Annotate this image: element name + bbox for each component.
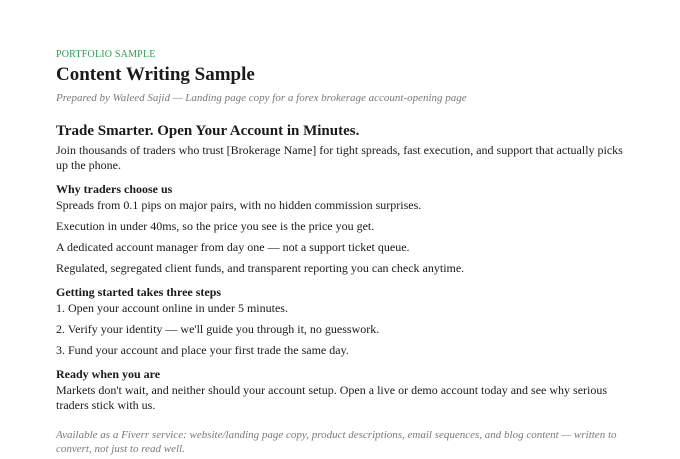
ready-text: Markets don't wait, and neither should your account setup. Open a live or demo account today and see why serious traders stick with us. xyxy=(56,383,608,412)
why-item-regulation: Regulated, segregated client funds, and transparent reporting you can check anytime. xyxy=(56,261,465,275)
why-heading: Why traders choose us xyxy=(56,182,173,196)
eyebrow-label: PORTFOLIO SAMPLE xyxy=(56,49,156,60)
ready-heading: Ready when you are xyxy=(56,367,161,381)
footer-note: Available as a Fiverr service: website/landing page copy, product descriptions, email sequences, and blog content — written to convert, not just to read well. xyxy=(56,429,617,455)
step-item-open: 1. Open your account online in under 5 minutes. xyxy=(56,301,288,315)
steps-heading: Getting started takes three steps xyxy=(56,285,222,299)
hero-intro: Join thousands of traders who trust [Brokerage Name] for tight spreads, fast execution, and support that actually picks up the phone. xyxy=(56,143,623,172)
step-item-fund: 3. Fund your account and place your first trade the same day. xyxy=(56,343,349,357)
steps-list xyxy=(56,301,624,358)
hero-headline: Trade Smarter. Open Your Account in Minutes. xyxy=(56,123,360,139)
why-list xyxy=(56,198,624,276)
why-item-account-manager: A dedicated account manager from day one — not a support ticket queue. xyxy=(56,240,410,254)
step-item-verify: 2. Verify your identity — we'll guide you through it, no guesswork. xyxy=(56,322,380,336)
page-title: Content Writing Sample xyxy=(56,64,255,85)
why-item-execution: Execution in under 40ms, so the price you see is the price you get. xyxy=(56,219,375,233)
why-item-spreads: Spreads from 0.1 pips on major pairs, with no hidden commission surprises. xyxy=(56,198,422,212)
byline: Prepared by Waleed Sajid — Landing page copy for a forex brokerage account-opening page xyxy=(56,92,467,104)
